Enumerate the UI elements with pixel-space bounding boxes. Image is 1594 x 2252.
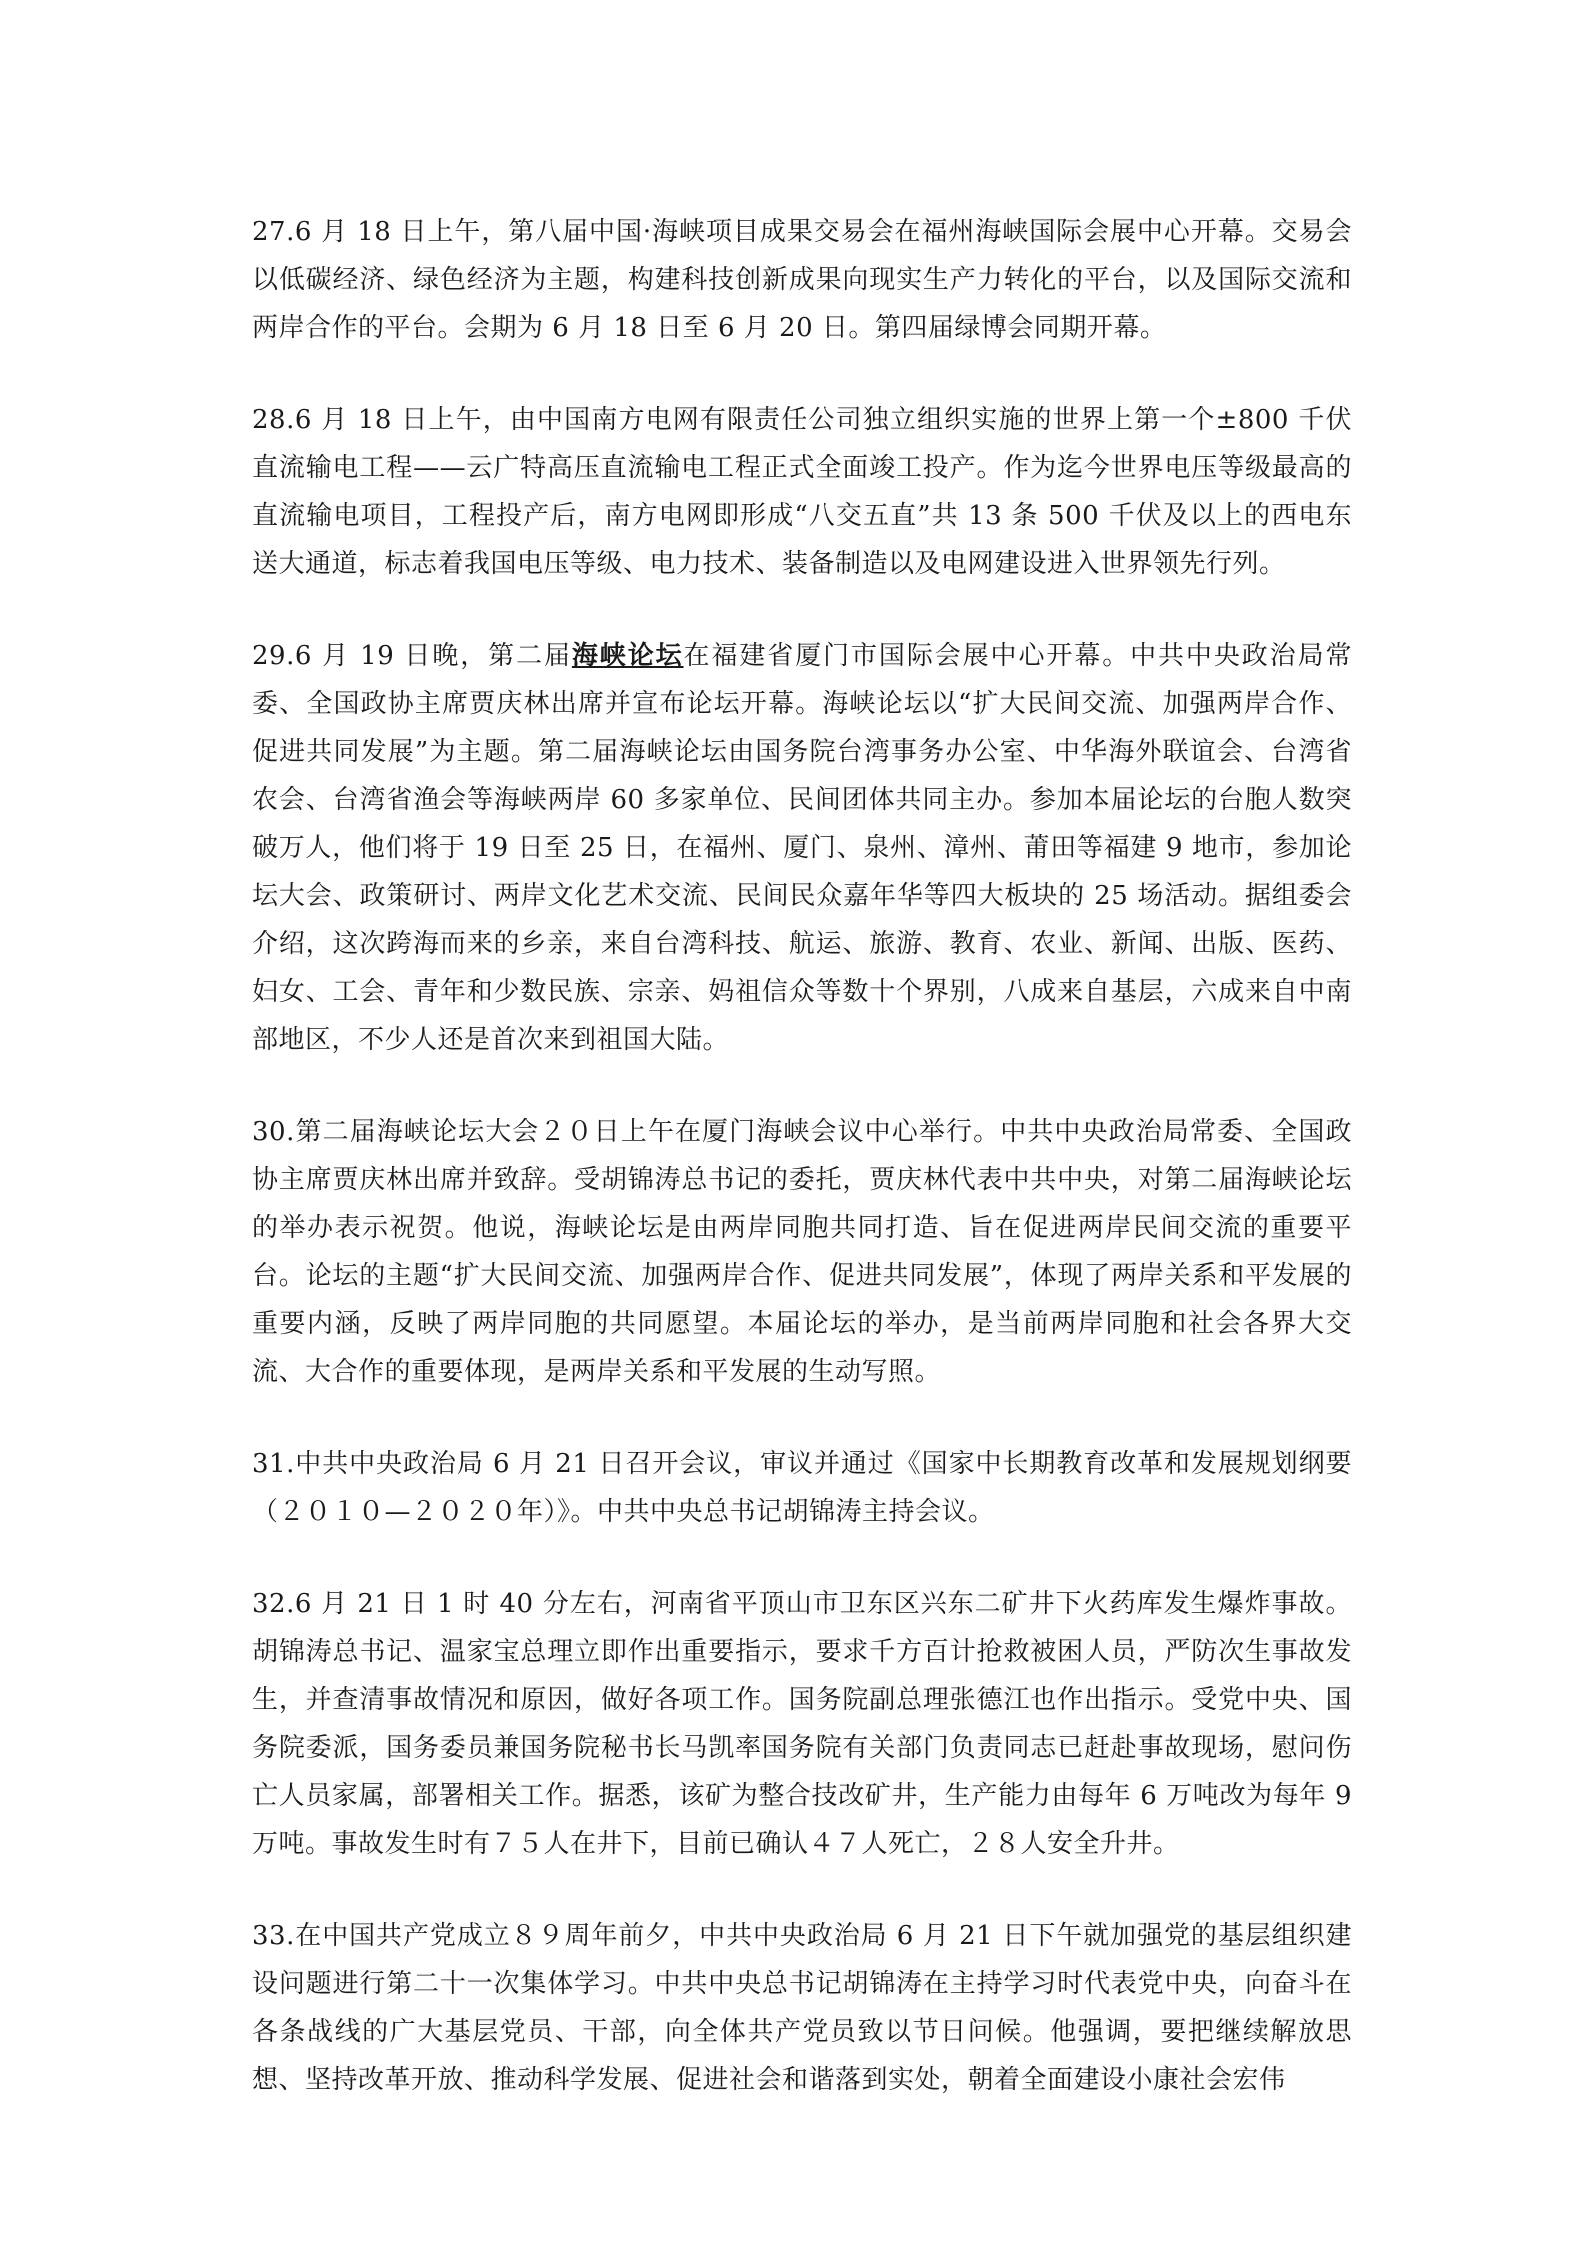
paragraph-text-after: 在福建省厦门市国际会展中心开幕。中共中央政治局常委、全国政协主席贾庆林出席并宣布论坛开幕。海峡论坛以“扩大民间交流、加强两岸合作、促进共同发展”为主题。第二届海峡论坛由国务院台湾事务办公室、中华海外联谊会、台湾省农会、台湾省渔会等海峡两岸 60 多家单位、民间团体共同主办。参加本届论坛的台胞人数突破万人，他们将于 19 日至 25 日，在福州、厦门、泉州、漳州、莆田等福建 9 地市，参加论坛大会、政策研讨、两岸文化艺术交流、民间民众嘉年华等四大板块的 25 场活动。据组委会介绍，这次跨海而来的乡亲，来自台湾科技、航运、旅游、教育、农业、新闻、出版、医药、妇女、工会、青年和少数民族、宗亲、妈祖信众等数十个界别，八成来自基层，六成来自中南部地区，不少人还是首次来到祖国大陆。 [252,641,1352,1055]
paragraph-number: 31. [252,1449,295,1479]
paragraph-number: 29. [252,641,295,671]
paragraph-number: 30. [252,1117,295,1147]
paragraph-text: 第二届海峡论坛大会２０日上午在厦门海峡会议中心举行。中共中央政治局常委、全国政协主席贾庆林出席并致辞。受胡锦涛总书记的委托，贾庆林代表中共中央，对第二届海峡论坛的举办表示祝贺。他说，海峡论坛是由两岸同胞共同打造、旨在促进两岸民间交流的重要平台。论坛的主题“扩大民间交流、加强两岸合作、促进共同发展”，体现了两岸关系和平发展的重要内涵，反映了两岸同胞的共同愿望。本届论坛的举办，是当前两岸同胞和社会各界大交流、大合作的重要体现，是两岸关系和平发展的生动写照。 [252,1117,1352,1387]
paragraph-text: 6 月 18 日上午，由中国南方电网有限责任公司独立组织实施的世界上第一个±800 千伏直流输电工程——云广特高压直流输电工程正式全面竣工投产。作为迄今世界电压等级最高的直流输电项目，工程投产后，南方电网即形成“八交五直”共 13 条 500 千伏及以上的西电东送大通道，标志着我国电压等级、电力技术、装备制造以及电网建设进入世界领先行列。 [252,405,1352,579]
document-body [252,208,1352,2148]
paragraph-number: 28. [252,405,295,435]
paragraph-number: 33. [252,1921,295,1951]
paragraph-28 [252,396,1352,588]
paragraph-27 [252,208,1352,352]
haixia-forum-link[interactable]: 海峡论坛 [571,641,684,671]
paragraph-text-before: 6 月 19 日晚，第二届 [294,641,572,671]
paragraph-text: 6 月 18 日上午，第八届中国·海峡项目成果交易会在福州海峡国际会展中心开幕。交易会以低碳经济、绿色经济为主题，构建科技创新成果向现实生产力转化的平台，以及国际交流和两岸合作的平台。会期为 6 月 18 日至 6 月 20 日。第四届绿博会同期开幕。 [252,217,1352,343]
paragraph-33 [252,1912,1352,2104]
paragraph-31 [252,1440,1352,1536]
paragraph-text: 6 月 21 日 1 时 40 分左右，河南省平顶山市卫东区兴东二矿井下火药库发生爆炸事故。胡锦涛总书记、温家宝总理立即作出重要指示，要求千方百计抢救被困人员，严防次生事故发生，并查清事故情况和原因，做好各项工作。国务院副总理张德江也作出指示。受党中央、国务院委派，国务委员兼国务院秘书长马凯率国务院有关部门负责同志已赶赴事故现场，慰问伤亡人员家属，部署相关工作。据悉，该矿为整合技改矿井，生产能力由每年 6 万吨改为每年 9 万吨。事故发生时有７５人在井下，目前已确认４７人死亡，２８人安全升井。 [252,1589,1352,1859]
paragraph-text: 在中国共产党成立８９周年前夕，中共中央政治局 6 月 21 日下午就加强党的基层组织建设问题进行第二十一次集体学习。中共中央总书记胡锦涛在主持学习时代表党中央，向奋斗在各条战线的广大基层党员、干部，向全体共产党员致以节日问候。他强调，要把继续解放思想、坚持改革开放、推动科学发展、促进社会和谐落到实处，朝着全面建设小康社会宏伟 [252,1921,1352,2095]
paragraph-number: 27. [252,217,295,247]
paragraph-29 [252,632,1352,1064]
paragraph-30 [252,1108,1352,1396]
paragraph-text: 中共中央政治局 6 月 21 日召开会议，审议并通过《国家中长期教育改革和发展规划纲要（２０１０—２０２０年）》。中共中央总书记胡锦涛主持会议。 [252,1449,1352,1527]
paragraph-32 [252,1580,1352,1868]
paragraph-number: 32. [252,1589,295,1619]
